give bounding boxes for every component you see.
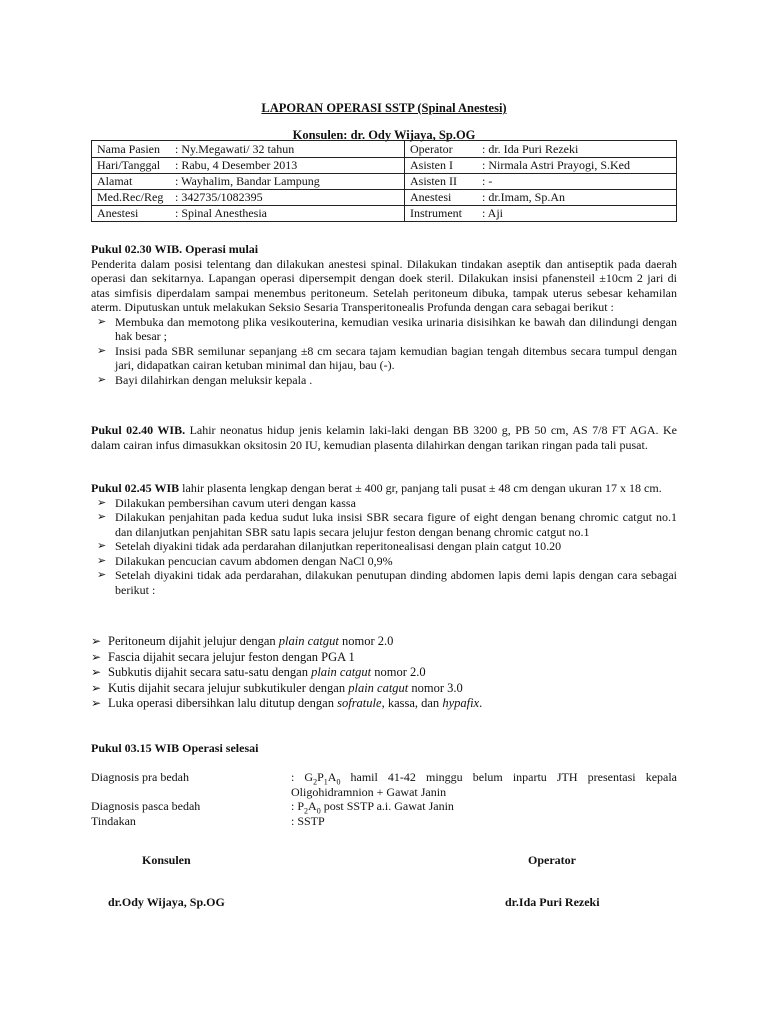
info-value: : Rabu, 4 Desember 2013 — [175, 158, 298, 173]
info-label: Asisten II — [410, 174, 457, 189]
section-time: Pukul 02.45 WIB — [91, 481, 180, 495]
closure-item: ➢ Kutis dijahit secara jelujur subkutikuler dengan plain catgut nomor 3.0 — [91, 680, 463, 695]
diagnosis-pre-value: : $G_2P_1A_0$ hamil 41-42 minggu belum inpartu JTH presentasi kepala Oligohidramnion + Gawat Janin — [291, 770, 677, 799]
list-item-text: Dilakukan penjahitan pada kedua sudut luka insisi SBR secara figure of eight dengan benang chromic catgut no.1 dan dilanjutkan penjahitan SBR satu lapis secara jelujur feston dengan benang chromic catgut no.1 — [115, 510, 677, 539]
signature-name-operator: dr.Ida Puri Rezeki — [505, 895, 600, 909]
section-operation-start — [91, 242, 677, 387]
signature-name-konsulen: dr.Ody Wijaya, Sp.OG — [108, 895, 225, 909]
section-placenta — [91, 481, 677, 597]
info-value: : - — [482, 174, 493, 189]
diagnosis-pre-label: Diagnosis pra bedah — [91, 770, 189, 784]
arrow-bullet-icon: ➢ — [91, 696, 102, 710]
section-time: Pukul 02.40 WIB. — [91, 423, 186, 437]
list-item — [91, 344, 677, 373]
list-item — [91, 554, 677, 569]
list-item-text: Membuka dan memotong plika vesikouterina, kemudian vesika urinaria disisihkan ke bawah dan dilindungi dengan hak besar ; — [115, 314, 677, 343]
info-value: : dr.Imam, Sp.An — [482, 190, 565, 205]
info-row — [92, 190, 677, 206]
info-value: : dr. Ida Puri Rezeki — [482, 141, 579, 156]
arrow-bullet-icon: ➢ — [97, 496, 107, 509]
info-label: Operator — [410, 141, 453, 156]
info-value: : 342735/1082395 — [175, 190, 263, 205]
arrow-bullet-icon: ➢ — [97, 373, 107, 386]
info-left-cell — [92, 190, 405, 206]
list-item — [91, 496, 677, 511]
section-paragraph: lahir plasenta lengkap dengan berat ± 400 gr, panjang tali pusat ± 48 cm dengan ukuran 17 x 18 cm. — [179, 481, 662, 495]
patient-info-table — [91, 140, 677, 222]
info-right-cell — [405, 158, 677, 174]
diagnosis-post-label: Diagnosis pasca bedah — [91, 799, 201, 813]
report-title: LAPORAN OPERASI SSTP (Spinal Anestesi) — [261, 101, 507, 115]
info-value: : Nirmala Astri Prayogi, S.Ked — [482, 158, 630, 173]
info-row — [92, 141, 677, 158]
list-item — [91, 315, 677, 344]
info-right-cell — [405, 206, 677, 222]
closure-item: ➢ Peritoneum dijahit jelujur dengan plain catgut nomor 2.0 — [91, 634, 394, 648]
info-right-cell — [405, 141, 677, 158]
info-label: Nama Pasien — [97, 141, 160, 156]
closure-item: ➢ Luka operasi dibersihkan lalu ditutup dengan sofratule, kassa, dan hypafix. — [91, 696, 483, 710]
list-item-text: Dilakukan pencucian cavum abdomen dengan NaCl 0,9% — [115, 553, 393, 568]
info-row — [92, 206, 677, 222]
action-value: : SSTP — [291, 813, 325, 828]
arrow-bullet-icon: ➢ — [91, 634, 102, 648]
diagnosis-post-value: : $P_2A_0$ post SSTP a.i. Gawat Janin — [291, 799, 454, 816]
closure-item: ➢ Subkutis dijahit secara satu-satu dengan plain catgut nomor 2.0 — [91, 665, 426, 679]
arrow-bullet-icon: ➢ — [97, 569, 107, 581]
section-baby-born — [91, 423, 677, 452]
arrow-bullet-icon: ➢ — [97, 315, 107, 328]
signature-role-konsulen: Konsulen — [142, 853, 191, 867]
info-row — [92, 158, 677, 174]
info-label: Alamat — [97, 174, 133, 189]
info-left-cell — [92, 141, 405, 158]
diagnosis-post-row — [91, 799, 677, 814]
arrow-bullet-icon: ➢ — [97, 540, 107, 552]
info-label: Anestesi — [97, 206, 139, 221]
arrow-bullet-icon: ➢ — [91, 665, 102, 679]
signature-role-operator: Operator — [528, 853, 576, 867]
list-item — [91, 373, 677, 388]
info-label: Instrument — [410, 206, 462, 221]
list-item — [91, 568, 677, 597]
arrow-bullet-icon: ➢ — [97, 344, 107, 357]
action-label: Tindakan — [91, 813, 136, 828]
section-paragraph: Lahir neonatus hidup jenis kelamin laki-laki dengan BB 3200 g, PB 50 cm, AS 7/8 FT AGA. Ke dalam cairan infus dimasukkan oksitosin 20 IU, kemudian plasenta dilahirkan dengan tarikan ringan pada tali pusat. — [91, 423, 677, 452]
konsulen-line: Konsulen: dr. Ody Wijaya, Sp.OG — [292, 128, 476, 142]
info-left-cell — [92, 174, 405, 190]
section-title: Pukul 03.15 WIB Operasi selesai — [91, 741, 259, 755]
list-item — [91, 539, 677, 554]
info-right-cell — [405, 174, 677, 190]
list-item-text: Bayi dilahirkan dengan meluksir kepala . — [115, 372, 313, 387]
info-value: : Spinal Anesthesia — [175, 206, 267, 221]
closure-item: ➢ Fascia dijahit secara jelujur feston dengan PGA 1 — [91, 649, 355, 664]
list-item-text: Setelah diyakini tidak ada perdarahan, dilakukan penutupan dinding abdomen lapis demi lapis dengan cara sebagai berikut : — [115, 568, 677, 597]
info-label: Med.Rec/Reg — [97, 190, 164, 205]
info-row — [92, 174, 677, 190]
info-left-cell — [92, 158, 405, 174]
section-title: Pukul 02.30 WIB. Operasi mulai — [91, 242, 259, 256]
closure-list — [91, 634, 677, 712]
info-left-cell — [92, 206, 405, 222]
info-label: Anestesi — [410, 190, 452, 205]
info-value: : Aji — [482, 206, 504, 221]
info-right-cell — [405, 190, 677, 206]
info-value: : Wayhalim, Bandar Lampung — [175, 174, 320, 189]
list-item-text: Dilakukan pembersihan cavum uteri dengan kassa — [115, 495, 356, 510]
section-paragraph: Penderita dalam posisi telentang dan dilakukan anestesi spinal. Dilakukan tindakan aseptik dan antiseptik pada daerah operasi dan sekitarnya. Lapangan operasi dipersempit dengan doek steril. Dilakukan insisi pfanensteil ±10cm 2 jari di atas simfisis diperdalam sampai menembus peritoneum. Setelah peritoneum dibuka, tampak uterus sebesar kehamilan aterm. Diputuskan untuk melakukan Seksio Sesaria Transperitonealis Profunda dengan cara sebagai berikut : — [91, 256, 677, 314]
procedure-list — [91, 315, 677, 388]
action-row — [91, 814, 677, 829]
list-item-text: Insisi pada SBR semilunar sepanjang ±8 cm secara tajam kemudian bagian tengah ditembus secara tumpul dengan jari, didapatkan cairan ketuban minimal dan hijau, bau (-). — [115, 343, 677, 372]
info-label: Hari/Tanggal — [97, 158, 161, 173]
list-item — [91, 510, 677, 539]
arrow-bullet-icon: ➢ — [91, 680, 102, 695]
diagnosis-pre-row — [91, 770, 677, 799]
arrow-bullet-icon: ➢ — [97, 511, 107, 523]
section-operation-end — [91, 741, 677, 756]
procedure-list — [91, 496, 677, 598]
arrow-bullet-icon: ➢ — [91, 649, 102, 664]
list-item-text: Setelah diyakini tidak ada perdarahan dilanjutkan reperitonealisasi dengan plain catgut 10.20 — [115, 539, 562, 553]
diagnosis-block — [91, 770, 677, 828]
info-label: Asisten I — [410, 158, 453, 173]
closure-steps — [91, 634, 677, 712]
info-value: : Ny.Megawati/ 32 tahun — [175, 141, 295, 156]
arrow-bullet-icon: ➢ — [97, 554, 107, 567]
